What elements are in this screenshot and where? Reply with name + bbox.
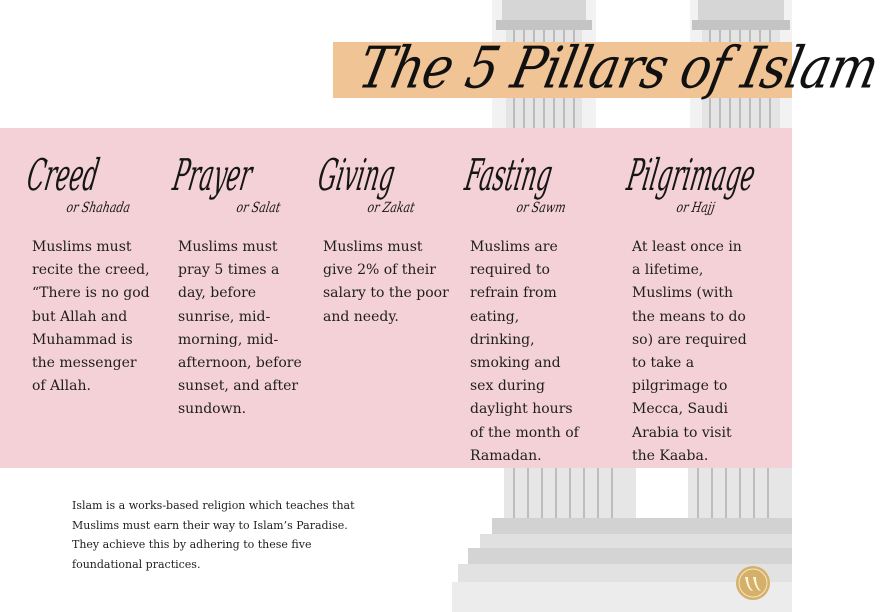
pillar-giving <box>314 149 451 325</box>
pillar-name: Prayer <box>169 149 257 201</box>
pillar-subtitle: or Sawm <box>515 200 567 216</box>
pillar-subtitle: or Salat <box>235 200 282 216</box>
pillar-name: Giving <box>314 149 399 201</box>
intro-paragraph: Islam is a works-based religion which teaches that Muslims must earn their way to Islam’s Paradise. They achieve this by adhering to these five foundational practices. <box>72 499 355 571</box>
pillar-description: Muslims must recite the creed, “There is no god but Allah and Muhammad is the messenger of Allah. <box>32 239 150 395</box>
pillar-prayer <box>169 149 310 418</box>
pillar-name: Fasting <box>461 149 557 201</box>
pillar-fasting <box>461 149 584 464</box>
pillar-description: Muslims must give 2% of their salary to the poor and needy. <box>323 239 449 325</box>
page-title: The 5 Pillars of Islam <box>352 34 884 102</box>
pillar-name: Creed <box>23 149 103 201</box>
pillar-subtitle: or Shahada <box>65 200 132 216</box>
pillar-description: At least once in a lifetime, Muslims (with the means to do so) are required to take a pilgrimage to Mecca, Saudi Arabia to visit the Kaaba. <box>632 239 747 464</box>
pillar-creed <box>23 149 152 395</box>
pillar-subtitle: or Hajj <box>675 200 717 216</box>
logo-icon <box>735 565 771 601</box>
pillar-description: Muslims must pray 5 times a day, before sunrise, mid-morning, mid-afternoon, before sunset, and after sundown. <box>178 239 302 418</box>
pillar-subtitle: or Zakat <box>366 200 416 216</box>
pillar-pilgrimage <box>623 149 760 464</box>
pillar-name: Pilgrimage <box>623 149 760 201</box>
pillar-description: Muslims are required to refrain from eating, drinking, smoking and sex during daylight hours of the month of Ramadan. <box>470 239 579 464</box>
